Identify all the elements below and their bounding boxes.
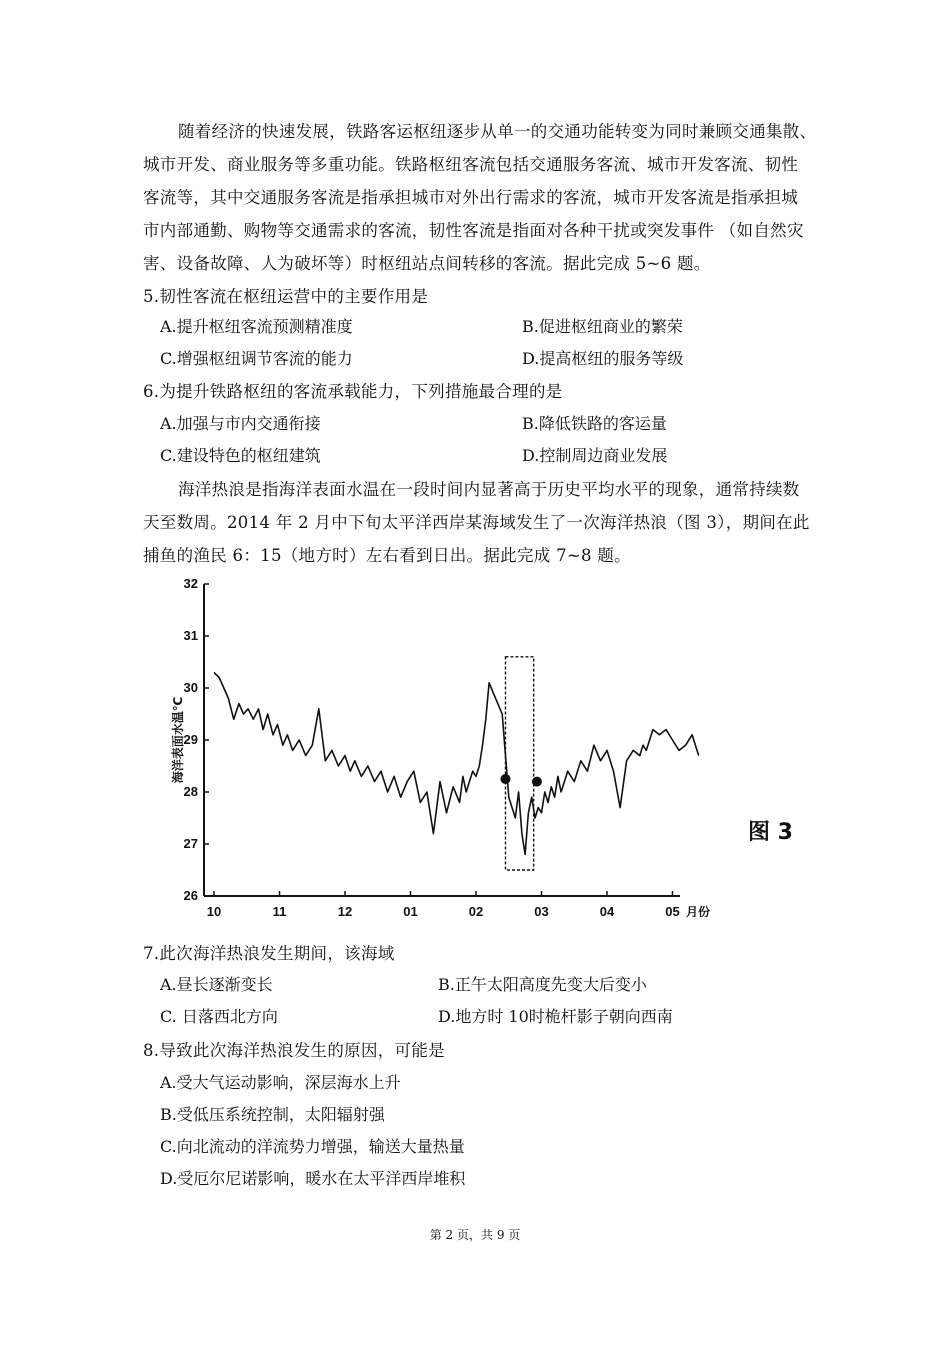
y-tick-label: 27 bbox=[183, 836, 198, 851]
q8-option-c: C.向北流动的洋流势力增强，输送大量热量 bbox=[160, 1137, 465, 1156]
q5-option-a: A.提升枢纽客流预测精准度 bbox=[160, 317, 353, 336]
q5-option-d: D.提高枢纽的服务等级 bbox=[522, 349, 684, 368]
heatwave-highlight-box bbox=[505, 657, 533, 870]
q5-option-b: B.促进枢纽商业的繁荣 bbox=[522, 317, 683, 336]
q7-option-d: D.地方时 10时桅杆影子朝向西南 bbox=[438, 1007, 673, 1026]
y-tick-label: 32 bbox=[183, 576, 198, 591]
figure-label: 图 3 bbox=[748, 820, 793, 845]
passage1-line-2: 城市开发、商业服务等多重功能。铁路枢纽客流包括交通服务客流、城市开发客流、韧性 bbox=[143, 155, 799, 174]
passage1-line-4: 市内部通勤、购物等交通需求的客流，韧性客流是指面对各种干扰或突发事件 （如自然灾 bbox=[143, 221, 804, 240]
passage2-line-1: 海洋热浪是指海洋表面水温在一段时间内显著高于历史平均水平的现象，通常持续数 bbox=[178, 480, 800, 499]
passage2-line-3: 捕鱼的渔民 6：15（地方时）左右看到日出。据此完成 7~8 题。 bbox=[143, 546, 631, 565]
passage1-line-1: 随着经济的快速发展，铁路客运枢纽逐步从单一的交通功能转变为同时兼顾交通集散、 bbox=[178, 122, 817, 141]
q8-option-d: D.受厄尔尼诺影响，暖水在太平洋西岸堆积 bbox=[160, 1169, 466, 1188]
y-tick-label: 29 bbox=[183, 732, 198, 747]
data-marker-dot bbox=[532, 777, 542, 787]
x-tick-label: 11 bbox=[272, 904, 287, 919]
x-axis-label: 月份 bbox=[685, 905, 711, 919]
y-tick-label: 28 bbox=[183, 784, 198, 799]
q8-option-b: B.受低压系统控制，太阳辐射强 bbox=[160, 1105, 385, 1124]
q8-option-a: A.受大气运动影响，深层海水上升 bbox=[160, 1073, 401, 1092]
question-5-stem: 5.韧性客流在枢纽运营中的主要作用是 bbox=[143, 287, 429, 306]
x-tick-label: 01 bbox=[403, 904, 418, 919]
q6-option-c: C.建设特色的枢纽建筑 bbox=[160, 446, 321, 465]
q7-option-b: B.正午太阳高度先变大后变小 bbox=[438, 975, 647, 994]
q6-option-d: D.控制周边商业发展 bbox=[522, 446, 668, 465]
q5-option-c: C.增强枢纽调节客流的能力 bbox=[160, 349, 353, 368]
x-tick-label: 10 bbox=[206, 904, 222, 919]
y-tick-label: 26 bbox=[183, 888, 198, 903]
q6-option-b: B.降低铁路的客运量 bbox=[522, 414, 667, 433]
x-tick-label: 02 bbox=[468, 904, 484, 919]
sea-temperature-chart bbox=[160, 570, 720, 930]
y-tick-label: 30 bbox=[183, 680, 198, 695]
passage2-line-2: 天至数周。2014 年 2 月中下旬太平洋西岸某海域发生了一次海洋热浪（图 3），期间在此 bbox=[143, 513, 810, 532]
question-6-stem: 6.为提升铁路枢纽的客流承载能力，下列措施最合理的是 bbox=[143, 382, 563, 401]
page-footer: 第 2 页，共 9 页 bbox=[429, 1228, 521, 1242]
passage1-line-3: 客流等，其中交通服务客流是指承担城市对外出行需求的客流，城市开发客流是指承担城 bbox=[143, 188, 799, 207]
x-tick-label: 03 bbox=[534, 904, 549, 919]
data-marker-dot bbox=[500, 774, 510, 784]
x-tick-label: 12 bbox=[337, 904, 353, 919]
q6-option-a: A.加强与市内交通衔接 bbox=[160, 414, 321, 433]
question-8-stem: 8.导致此次海洋热浪发生的原因，可能是 bbox=[143, 1041, 445, 1060]
question-7-stem: 7.此次海洋热浪发生期间，该海域 bbox=[143, 944, 395, 963]
x-tick-label: 05 bbox=[665, 904, 680, 919]
passage1-line-5: 害、设备故障、人为破坏等）时枢纽站点间转移的客流。据此完成 5~6 题。 bbox=[143, 254, 711, 273]
y-tick-label: 31 bbox=[183, 628, 198, 643]
q7-option-c: C. 日落西北方向 bbox=[160, 1007, 278, 1026]
temperature-line bbox=[214, 672, 699, 854]
x-tick-label: 04 bbox=[599, 904, 615, 919]
y-axis-label: 海洋表面水温℃ bbox=[171, 696, 185, 784]
q7-option-a: A.昼长逐渐变长 bbox=[160, 975, 273, 994]
